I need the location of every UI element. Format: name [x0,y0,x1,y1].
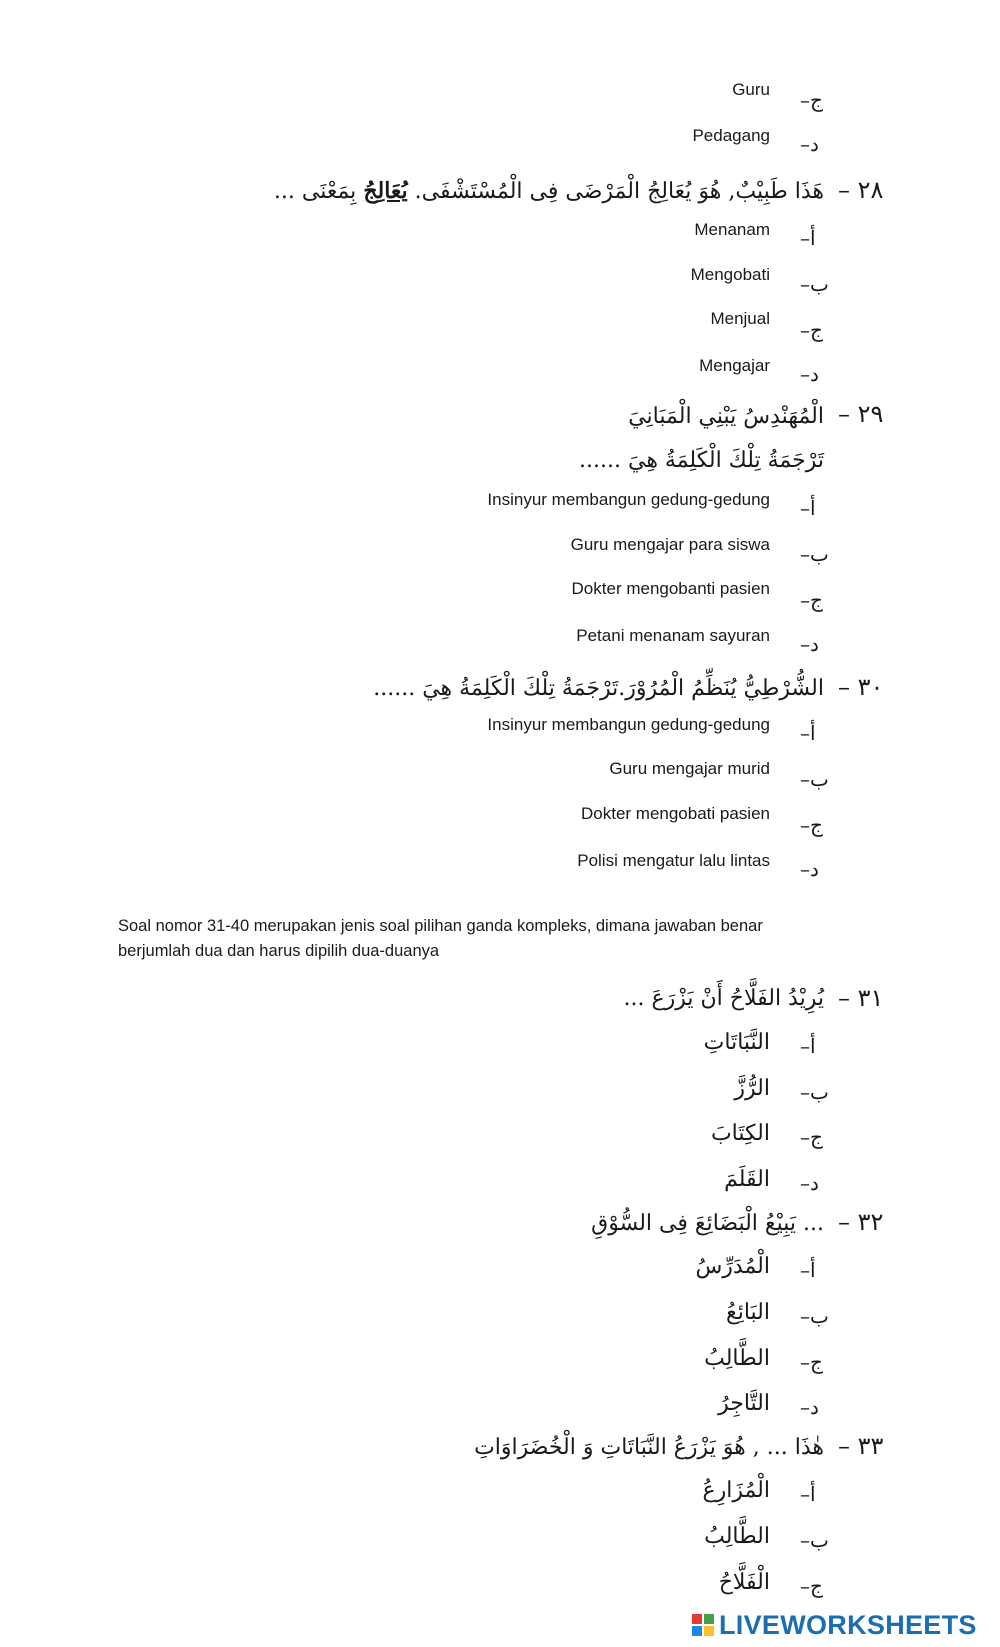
q32-option-a-text: الْمُدَرِّسُ [695,1254,770,1279]
q33-question: هٰذَا ... , هُوَ يَزْرَعُ النَّبَاتَاتِ وَ الْخُضَرَاوَاتِ [474,1435,824,1460]
q29-option-b-text: Guru mengajar para siswa [570,535,770,554]
q28-option-c-text: Menjual [710,309,770,328]
q28-question [274,178,824,204]
q31-question: يُرِيْدُ الفَلَّاحُ أَنْ يَزْرَعَ ... [623,986,824,1011]
q28-number: ٢٨ – [838,176,884,204]
q30-option-b-text: Guru mengajar murid [609,759,770,778]
q29-question-line1: الْمُهَنْدِسُ يَبْنِي الْمَبَانِيَ [628,404,824,429]
q28-option-a-text: Menanam [694,220,770,239]
q30-option-d-text: Polisi mengatur lalu lintas [577,851,770,870]
q30-option-c-letter: ج– [800,813,823,837]
q27-option-d-letter: د– [800,132,819,156]
q27-option-d-text: Pedagang [692,126,770,145]
q28-option-d-text: Mengajar [699,356,770,375]
q32-option-c-letter: ج– [800,1350,823,1374]
q31-option-a-letter: أ– [800,1034,816,1058]
q32-option-d-letter: د– [800,1395,819,1419]
q33-option-c-letter: ج– [800,1574,823,1598]
q30-option-a-text: Insinyur membangun gedung-gedung [487,715,770,734]
q29-option-b-letter: ب– [800,542,829,566]
q28-question-part2: بِمَعْنَى ... [273,179,357,204]
q33-option-b-letter: ب– [800,1528,829,1552]
instruction-text [118,914,838,964]
q29-option-d-letter: د– [800,632,819,656]
q28-option-b-text: Mengobati [690,265,770,284]
q33-option-b-text: الطَّالِبُ [704,1524,770,1549]
q33-option-a-letter: أ– [800,1482,816,1506]
q27-option-c-letter: ج– [800,88,823,112]
q28-option-a-letter: أ– [800,226,816,250]
q27-option-c-text: Guru [732,80,770,99]
liveworksheets-logo [692,1610,992,1640]
q28-question-part1: هَذَا طَبِيْبٌ, هُوَ يُعَالِجُ الْمَرْضَى فِى الْمُسْتَشْفَى. [414,179,824,204]
q30-option-c-text: Dokter mengobati pasien [580,804,770,823]
logo-square-2 [704,1614,714,1624]
q32-option-a-letter: أ– [800,1258,816,1282]
q30-number: ٣٠ – [838,673,884,701]
q29-option-a-text: Insinyur membangun gedung-gedung [487,490,770,509]
q31-option-b-letter: ب– [800,1080,829,1104]
q32-option-d-text: التَّاجِرُ [718,1391,770,1416]
q32-option-c-text: الطَّالِبُ [704,1346,770,1371]
q28-option-d-letter: د– [800,362,819,386]
instruction-line2: berjumlah dua dan harus dipilih dua-duanya [118,942,440,960]
q31-option-d-text: القَلَمَ [724,1167,770,1192]
logo-square-3 [692,1626,702,1636]
q32-option-b-letter: ب– [800,1304,829,1328]
q31-option-c-letter: ج– [800,1125,823,1149]
q33-option-a-text: الْمُزَارِعُ [702,1478,770,1503]
q32-question: ... يَبِيْعُ الْبَضَائِعَ فِى السُّوْقِ [591,1211,824,1236]
q29-option-c-text: Dokter mengobanti pasien [571,579,770,598]
instruction-line1: Soal nomor 31-40 merupakan jenis soal pilihan ganda kompleks, dimana jawaban benar [118,917,763,935]
q31-option-c-text: الكِتَابَ [710,1121,770,1146]
q28-option-b-letter: ب– [800,272,829,296]
q31-number: ٣١ – [838,984,884,1012]
q29-number: ٢٩ – [838,400,884,428]
q29-option-d-text: Petani menanam sayuran [576,626,770,645]
logo-square-4 [704,1626,714,1636]
q30-option-a-letter: أ– [800,721,816,745]
q31-option-a-text: النَّبَاتَاتِ [703,1030,770,1055]
q28-question-underlined: يُعَالِجُ [363,178,408,204]
q33-number: ٣٣ – [838,1432,884,1460]
q33-option-c-text: الْفَلَّاحُ [718,1570,770,1595]
q29-option-a-letter: أ– [800,496,816,520]
logo-square-1 [692,1614,702,1624]
q30-option-d-letter: د– [800,857,819,881]
q29-question-line2: تَرْجَمَةُ تِلْكَ الْكَلِمَةُ هِيَ ...... [579,448,824,473]
q30-question: الشُّرْطِيُّ يُنَظِّمُ الْمُرُوْرَ.تَرْجَمَةُ تِلْكَ الْكَلِمَةُ هِيَ ...... [373,676,824,701]
q32-option-b-text: البَائِعُ [726,1300,770,1325]
q31-option-d-letter: د– [800,1171,819,1195]
logo-text: LIVEWORKSHEETS [719,1609,977,1640]
q28-option-c-letter: ج– [800,318,823,342]
q31-option-b-text: الرُّزَّ [734,1076,770,1101]
q30-option-b-letter: ب– [800,767,829,791]
logo-grid-icon [692,1614,714,1636]
q32-number: ٣٢ – [838,1208,884,1236]
q29-option-c-letter: ج– [800,588,823,612]
